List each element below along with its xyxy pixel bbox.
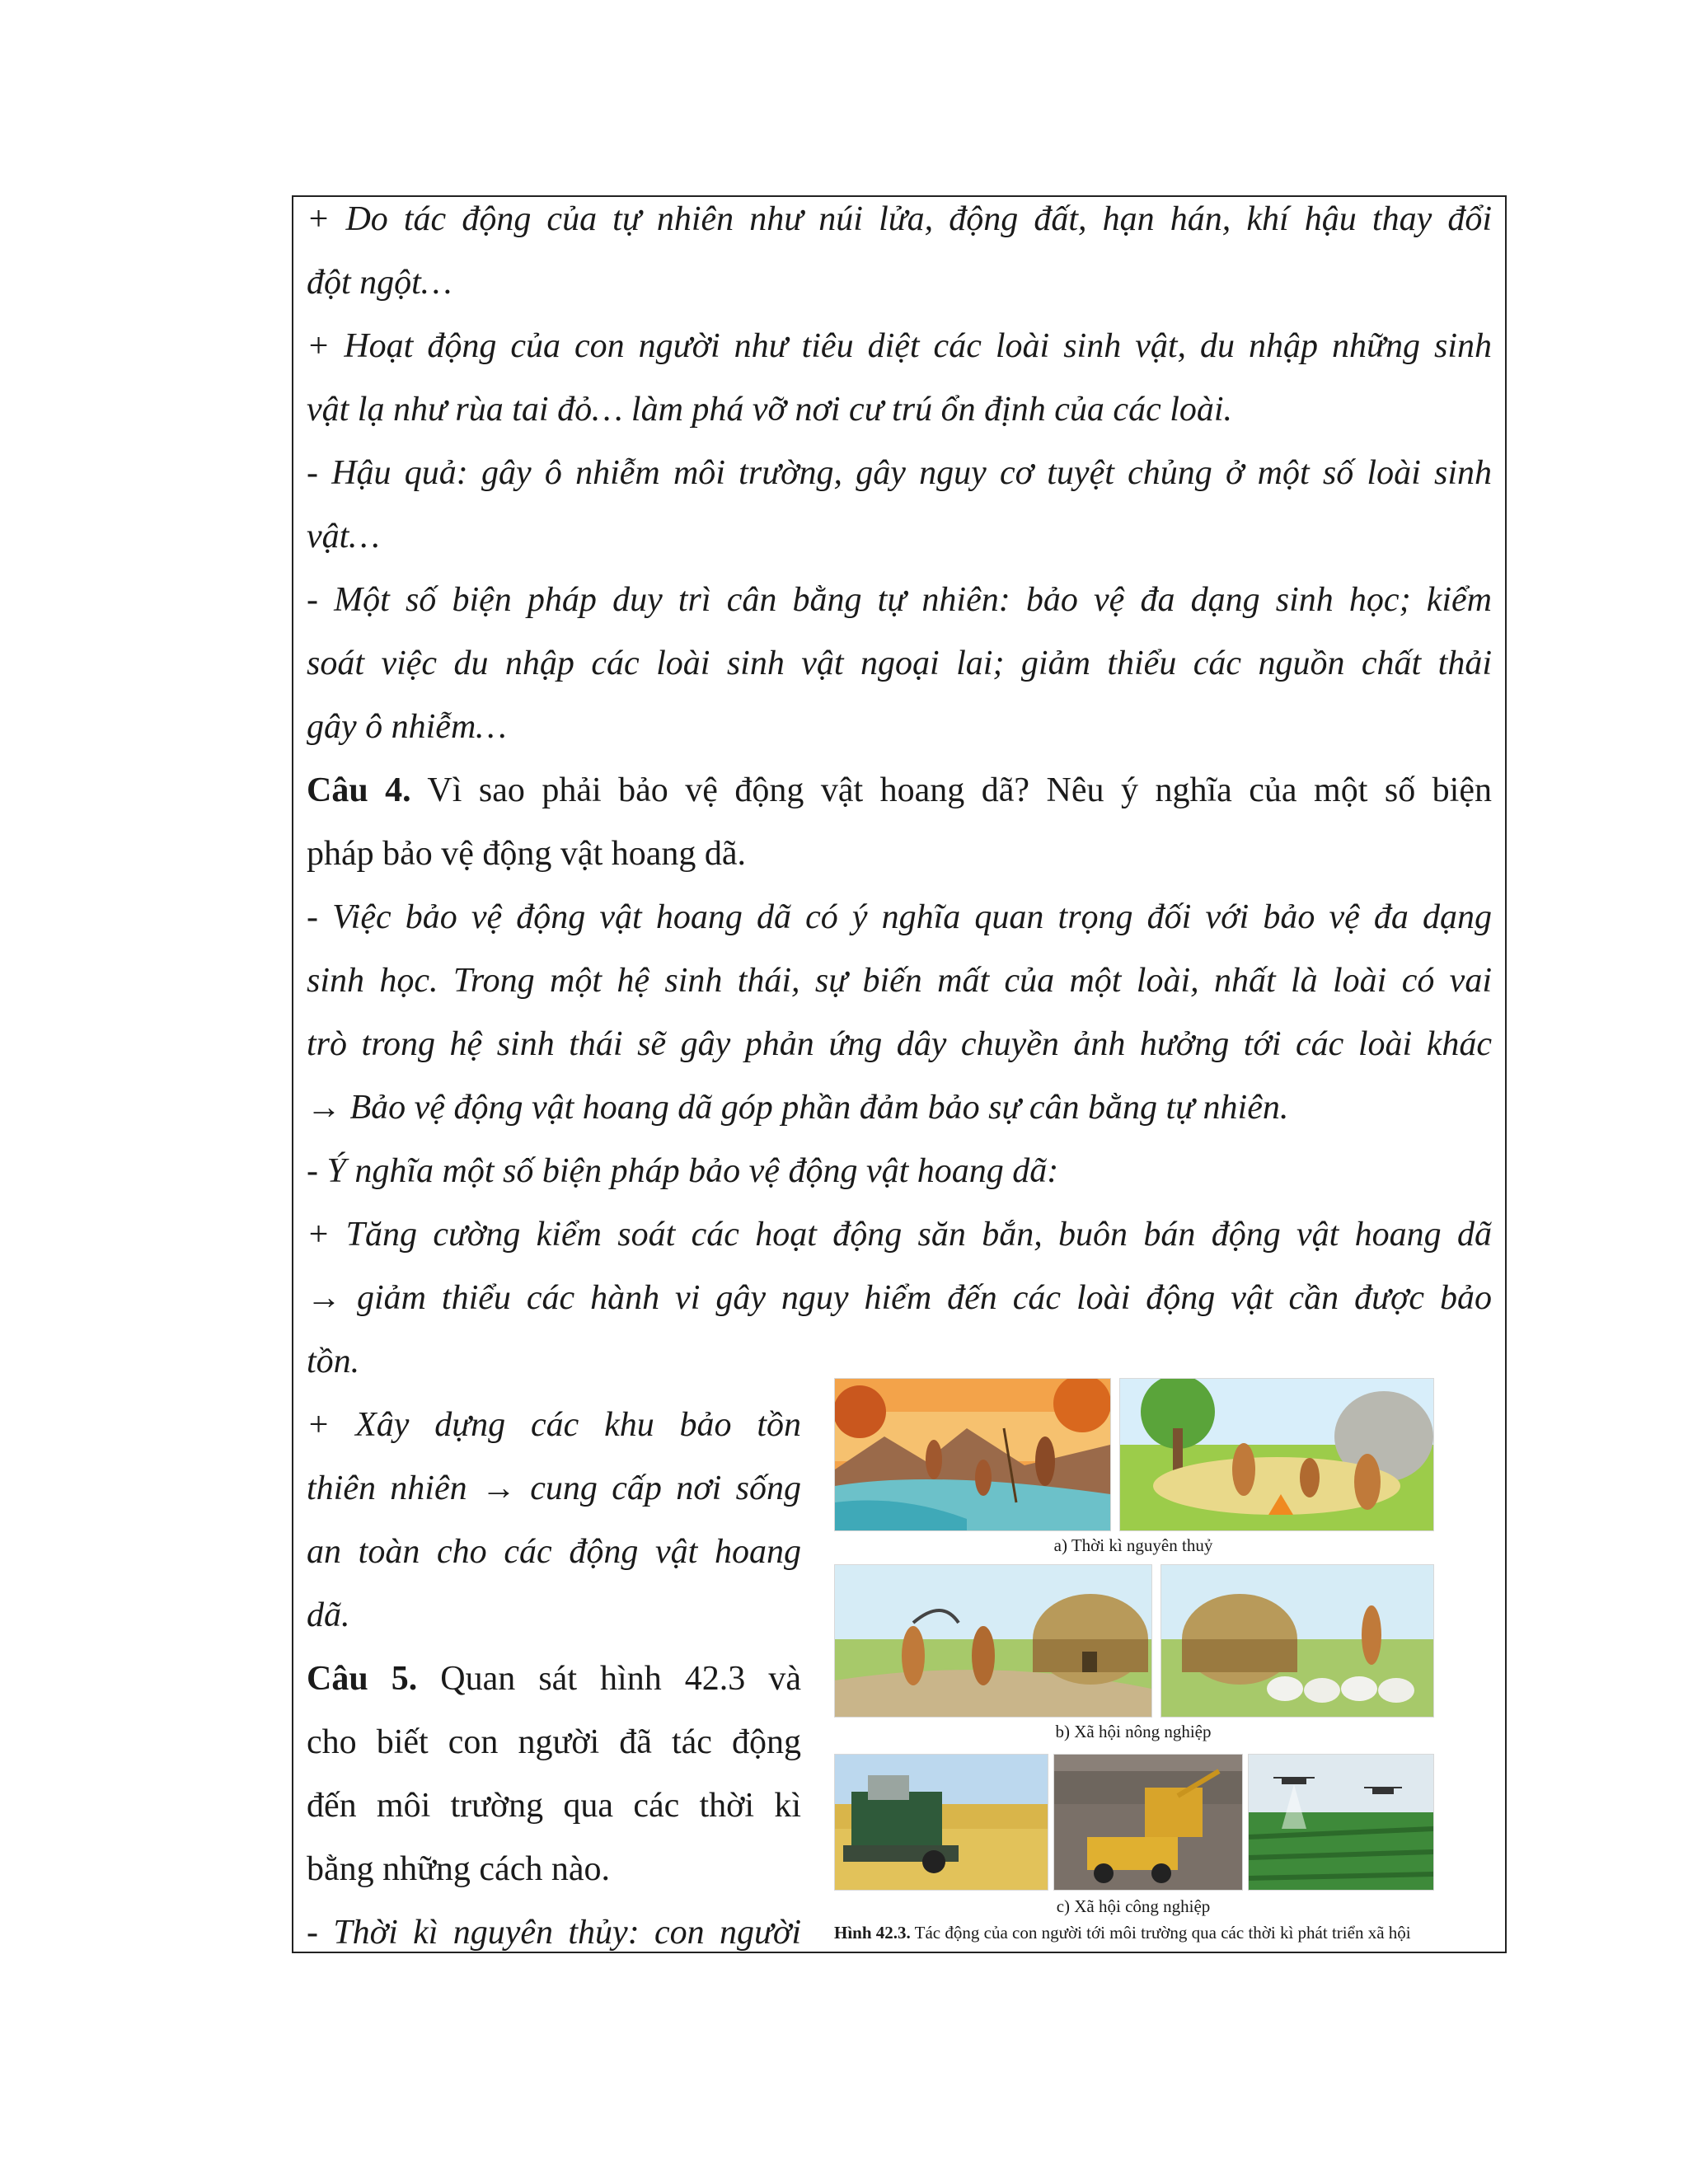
figure-caption [834,1922,1477,1943]
answer-line: → giảm thiểu các hành vi gây nguy hiểm đến các loài động vật cần được bảo [307,1279,1492,1317]
text-line: + Do tác động của tự nhiên như núi lửa, động đất, hạn hán, khí hậu thay đổi [307,200,1492,238]
question-4 [307,766,1492,815]
question-label: Câu 5. [307,1660,418,1698]
industrial-drone-farm-image [1248,1754,1434,1891]
answer-line: tồn. [307,1343,360,1380]
primitive-hunting-image [834,1378,1111,1531]
answer-line: + Tăng cường kiểm soát các hoạt động săn bắn, buôn bán động vật hoang dã [307,1216,1492,1254]
question-4-cont: pháp bảo vệ động vật hoang dã. [307,835,747,873]
primitive-camp-image [1119,1378,1434,1531]
answer-line: - Ý nghĩa một số biện pháp bảo vệ động vật hoang dã: [307,1152,1059,1190]
answer-line: thiên nhiên → cung cấp nơi sống [307,1469,801,1507]
question-5-cont: đến môi trường qua các thời kì [307,1787,801,1825]
caption-b: b) Xã hội nông nghiệp [1055,1722,1212,1741]
text-line: - Một số biện pháp duy trì cân bằng tự nhiên: bảo vệ đa dạng sinh học; kiểm [307,581,1492,619]
question-text: Quan sát hình 42.3 và [417,1660,801,1698]
figure-label: Hình 42.3. [834,1923,911,1943]
caption-a: a) Thời kì nguyên thuỷ [1053,1535,1213,1555]
answer-line: - Việc bảo vệ động vật hoang dã có ý nghĩa quan trọng đối với bảo vệ đa dạng [307,898,1492,936]
answer-line: an toàn cho các động vật hoang [307,1533,801,1571]
answer-line: - Thời kì nguyên thủy: con người [307,1914,801,1952]
text-line: soát việc du nhập các loài sinh vật ngoại lai; giảm thiểu các nguồn chất thải [307,644,1492,682]
text-line: đột ngột… [307,264,452,302]
answer-line: dã. [307,1596,350,1634]
answer-line: → Bảo vệ động vật hoang dã góp phần đảm bảo sự cân bằng tự nhiên. [307,1089,1289,1127]
question-5-cont: bằng những cách nào. [307,1850,610,1888]
answer-line: sinh học. Trong một hệ sinh thái, sự biến mất của một loài, nhất là loài có vai [307,962,1492,1000]
agriculture-farming-image [834,1564,1152,1718]
question-5 [307,1654,801,1704]
industrial-mining-image [1053,1754,1243,1891]
caption-c: c) Xã hội công nghiệp [1056,1896,1211,1916]
figure-42-3 [834,1378,1477,1947]
text-line: vật… [307,518,380,555]
question-label: Câu 4. [307,771,411,809]
question-5-cont: cho biết con người đã tác động [307,1723,801,1761]
text-line: gây ô nhiễm… [307,708,507,746]
text-line: + Hoạt động của con người như tiêu diệt các loài sinh vật, du nhập những sinh [307,327,1492,365]
answer-line: + Xây dựng các khu bảo tồn [307,1406,801,1444]
text-line: - Hậu quả: gây ô nhiễm môi trường, gây nguy cơ tuyệt chủng ở một số loài sinh [307,454,1492,492]
text-line: vật lạ như rùa tai đỏ… làm phá vỡ nơi cư trú ổn định của các loài. [307,391,1233,429]
agriculture-herding-image [1160,1564,1434,1718]
figure-caption-text: Tác động của con người tới môi trường qua các thời kì phát triển xã hội [910,1923,1411,1943]
answer-line: trò trong hệ sinh thái sẽ gây phản ứng dây chuyền ảnh hưởng tới các loài khác [307,1025,1492,1063]
industrial-harvester-image [834,1754,1048,1891]
question-text: Vì sao phải bảo vệ động vật hoang dã? Nêu ý nghĩa của một số biện [410,771,1492,809]
